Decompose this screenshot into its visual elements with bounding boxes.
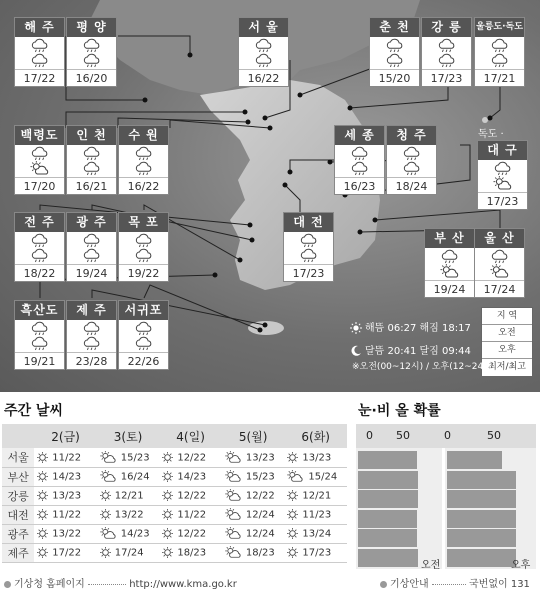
weekly-cell [34,524,97,543]
city-temp: 17/23 [284,264,333,282]
weekly-cell [34,467,97,486]
city-name: 흑산도 [15,301,64,320]
city-name: 수 원 [119,126,168,145]
sunny-icon [161,546,174,559]
time-note: ※오전(00~12시) / 오후(12~24시) [352,362,496,372]
city-icons [478,160,527,192]
city-temp: 16/22 [119,177,168,195]
weekly-cell [222,505,285,524]
sunny-icon [286,489,299,502]
city-name: 서 울 [239,18,288,37]
weekly-temp: 11/23 [302,509,332,521]
footer-right-label: 기상안내 [390,579,429,589]
city-icons [387,145,436,177]
prob-bar-am [358,549,418,567]
weekly-cell [34,448,97,467]
city-temp: 16/21 [67,177,116,195]
sunny-icon [99,489,112,502]
weekly-cell [97,524,160,543]
city-icons [67,37,116,69]
city-name: 춘 천 [370,18,419,37]
city-icons [425,248,474,280]
weekly-temp: 17/22 [52,547,82,559]
weekly-city: 강릉 [2,486,34,505]
partly-cloudy-icon [489,264,511,279]
partly-cloudy-icon [224,508,243,521]
region-legend-temp: 최저/최고 [488,362,526,372]
rain-cloud-icon [81,53,103,68]
sunny-icon [161,527,174,540]
weekly-cell [34,543,97,562]
rain-cloud-icon [298,248,320,263]
city-card [14,300,65,370]
city-temp: 17/24 [475,280,524,298]
weekly-cell [97,448,160,467]
weekly-day-header: 2(금) [34,424,97,448]
weekly-temp: 12/22 [177,528,207,540]
weekly-temp: 15/23 [245,471,275,483]
partly-cloudy-icon [224,489,243,502]
city-icons [370,37,419,69]
bullet-icon [4,581,11,588]
sun-times [350,319,471,334]
table-row [2,467,347,486]
city-icons [475,248,524,280]
city-card [474,17,525,87]
city-icons [67,232,116,264]
weekly-cell [34,486,97,505]
weekly-temp: 13/24 [302,528,332,540]
sunny-icon [36,527,49,540]
city-name: 울 산 [475,229,524,248]
sunny-icon [286,451,299,464]
sunny-icon [36,546,49,559]
rain-cloud-icon [489,38,511,53]
rain-cloud-icon [81,146,103,161]
sunny-icon [36,470,49,483]
city-temp: 15/20 [370,69,419,87]
rain-cloud-icon [29,321,51,336]
dokdo-label: 독도 · [478,129,504,140]
weekly-cell [97,467,160,486]
city-temp: 17/23 [422,69,471,87]
weekly-temp: 16/24 [120,471,150,483]
city-card [424,228,475,298]
weekly-temp: 14/23 [120,528,150,540]
rain-cloud-icon [133,321,155,336]
region-legend-pm: 오후 [482,342,532,359]
weekly-temp: 15/23 [120,452,150,464]
weekly-temp: 17/23 [302,547,332,559]
rain-cloud-icon [133,146,155,161]
rain-cloud-icon [133,336,155,351]
weekly-cell [159,543,222,562]
rain-cloud-icon [29,53,51,68]
city-name: 백령도 [15,126,64,145]
weekly-corner [2,424,34,448]
city-name: 목 포 [119,213,168,232]
rain-cloud-icon [349,146,371,161]
weekly-temp: 13/22 [52,528,82,540]
weekly-temp: 11/22 [52,452,82,464]
rain-cloud-icon [81,248,103,263]
prob-panel-divider [442,448,445,569]
weekly-temp: 12/22 [245,490,275,502]
rain-cloud-icon [436,53,458,68]
weekly-cell [159,524,222,543]
sunny-icon [286,546,299,559]
weekly-cell [159,467,222,486]
rain-cloud-icon [81,161,103,176]
prob-tick-pm-0: 0 [444,429,451,442]
weekly-temp: 18/23 [177,547,207,559]
weekly-forecast-table [2,424,347,563]
city-card [66,300,117,370]
weekly-cell [284,524,347,543]
city-temp: 17/23 [478,192,527,210]
city-temp: 16/20 [67,69,116,87]
table-row [2,448,347,467]
city-card [238,17,289,87]
weekly-temp: 13/23 [52,490,82,502]
city-icons [239,37,288,69]
ulleungdo [482,117,488,123]
prob-bar-am [358,490,418,508]
city-icons [422,37,471,69]
prob-bar-am [358,529,417,547]
rain-cloud-icon [439,249,461,264]
rain-cloud-icon [436,38,458,53]
prob-tick-pm-50: 50 [487,429,501,442]
rain-cloud-icon [29,336,51,351]
weekly-temp: 13/23 [302,452,332,464]
bullet-icon [380,581,387,588]
prob-tick-am-0: 0 [366,429,373,442]
partly-cloudy-icon [99,527,118,540]
weekly-temp: 15/24 [308,471,338,483]
footer-phone: 국번없이 131 [469,579,530,589]
city-card [474,228,525,298]
weekly-cell [222,543,285,562]
rain-cloud-icon [29,248,51,263]
weekly-cell [159,505,222,524]
map-legend [350,305,536,375]
weekly-cell [97,505,160,524]
city-card [118,212,169,282]
sunny-icon [161,489,174,502]
rain-cloud-icon [401,161,423,176]
city-name: 전 주 [15,213,64,232]
rain-cloud-icon [401,146,423,161]
city-icons [335,145,384,177]
weekly-temp: 11/22 [52,509,82,521]
rain-cloud-icon [349,161,371,176]
prob-bar-am [358,451,417,469]
weekly-city: 대전 [2,505,34,524]
city-icons [284,232,333,264]
rain-cloud-icon [298,233,320,248]
sunny-icon [161,508,174,521]
sunny-icon [161,470,174,483]
partly-cloudy-icon [286,470,305,483]
city-temp: 22/26 [119,352,168,370]
prob-label-pm: 오후 [511,560,531,571]
sunny-icon [286,508,299,521]
footer-right [380,575,530,589]
moon-icon [350,345,362,357]
city-temp: 16/22 [239,69,288,87]
weekly-temp: 13/22 [114,509,144,521]
weekly-temp: 12/24 [245,509,275,521]
city-card [118,125,169,195]
weekly-temp: 12/21 [114,490,144,502]
city-name: 부 산 [425,229,474,248]
city-card [66,212,117,282]
city-icons [15,320,64,352]
city-icons [119,232,168,264]
city-temp: 18/22 [15,264,64,282]
city-icons [15,145,64,177]
city-temp: 17/22 [15,69,64,87]
prob-bar-pm [447,529,516,547]
weekly-temp: 12/22 [177,490,207,502]
partly-cloudy-icon [224,470,243,483]
rain-cloud-icon [253,38,275,53]
rain-cloud-icon [133,233,155,248]
rain-cloud-icon [489,249,511,264]
weekly-cell [284,505,347,524]
footer-dots-right [432,584,466,585]
rain-cloud-icon [384,38,406,53]
city-card [334,125,385,195]
weekly-city: 제주 [2,543,34,562]
prob-tick-am-50: 50 [396,429,410,442]
weekly-cell [97,543,160,562]
weekly-cell [222,448,285,467]
city-card [66,125,117,195]
city-icons [15,37,64,69]
rain-cloud-icon [29,146,51,161]
partly-cloudy-icon [99,451,118,464]
city-name: 광 주 [67,213,116,232]
city-name: 대 전 [284,213,333,232]
region-legend-header: 지 역 [482,308,532,325]
city-card [66,17,117,87]
rain-cloud-icon [133,248,155,263]
weekly-city: 부산 [2,467,34,486]
weekly-city: 광주 [2,524,34,543]
city-card [477,140,528,210]
city-icons [475,37,524,69]
weekly-cell [284,448,347,467]
prob-bar-pm [447,510,516,528]
city-name: 해 주 [15,18,64,37]
table-row [2,524,347,543]
city-icons [67,145,116,177]
sun-icon [350,322,362,334]
city-icons [15,232,64,264]
rain-cloud-icon [81,233,103,248]
weekly-city: 서울 [2,448,34,467]
city-card [369,17,420,87]
partly-cloudy-icon [224,546,243,559]
sunny-icon [286,527,299,540]
prob-bar-pm [447,549,516,567]
city-icons [67,320,116,352]
city-name: 서귀포 [119,301,168,320]
weekly-day-header: 4(일) [159,424,222,448]
prob-label-am: 오전 [421,560,441,571]
sunrise-text: 해뜸 06:27 해짐 18:17 [365,323,471,334]
rain-cloud-icon [81,336,103,351]
sunny-icon [36,451,49,464]
rain-cloud-icon [29,233,51,248]
weekly-cell [159,448,222,467]
sunny-icon [36,508,49,521]
prob-bar-am [358,510,417,528]
city-card [14,125,65,195]
weekly-temp: 14/23 [177,471,207,483]
city-name: 대 구 [478,141,527,160]
prob-axis [356,424,536,448]
weekly-cell [97,486,160,505]
weekly-cell [159,486,222,505]
weekly-cell [222,524,285,543]
rain-cloud-icon [384,53,406,68]
city-name: 강 릉 [422,18,471,37]
city-card [283,212,334,282]
sunny-icon [99,546,112,559]
rain-cloud-icon [253,53,275,68]
city-name: 인 천 [67,126,116,145]
weekly-temp: 14/23 [52,471,82,483]
region-legend-am: 오전 [482,325,532,342]
rain-cloud-icon [489,53,511,68]
precip-prob-chart [356,424,536,569]
city-temp: 19/22 [119,264,168,282]
city-card [421,17,472,87]
footer-left [4,575,237,589]
city-icons [119,145,168,177]
weekly-temp: 11/22 [177,509,207,521]
partly-cloudy-icon [224,451,243,464]
city-name: 울릉도·독도 [475,18,524,37]
table-row [2,486,347,505]
weekly-cell [34,505,97,524]
city-name: 평 양 [67,18,116,37]
weekly-day-header: 5(월) [222,424,285,448]
city-temp: 17/21 [475,69,524,87]
city-temp: 19/24 [425,280,474,298]
moon-times [350,342,471,357]
weekly-cell [284,467,347,486]
prob-bar-pm [447,471,516,489]
weekly-day-header: 3(토) [97,424,160,448]
sunny-icon [161,451,174,464]
city-card [14,212,65,282]
city-name: 세 종 [335,126,384,145]
weekly-header-row [2,424,347,448]
partly-cloudy-icon [224,527,243,540]
footer-dots-left [88,584,126,585]
partly-cloudy-icon [29,161,51,176]
prob-bar-pm [447,490,516,508]
city-name: 청 주 [387,126,436,145]
moonrise-text: 달뜸 20:41 달짐 09:44 [365,346,471,357]
city-card [14,17,65,87]
weekly-cell [222,467,285,486]
city-temp: 19/24 [67,264,116,282]
weekly-temp: 12/24 [245,528,275,540]
prob-bar-pm [447,451,502,469]
city-temp: 19/21 [15,352,64,370]
partly-cloudy-icon [492,176,514,191]
city-temp: 16/23 [335,177,384,195]
weekly-cell [222,486,285,505]
city-card [386,125,437,195]
city-card [118,300,169,370]
table-row [2,543,347,562]
weekly-cell [284,543,347,562]
weekly-temp: 18/23 [245,547,275,559]
weekly-day-header: 6(화) [284,424,347,448]
table-row [2,505,347,524]
sunny-icon [36,489,49,502]
weekly-title: 주간 날씨 [4,403,63,419]
city-temp: 17/20 [15,177,64,195]
rain-cloud-icon [81,321,103,336]
weekly-temp: 12/22 [177,452,207,464]
rain-cloud-icon [492,161,514,176]
footer-left-label: 기상청 홈페이지 [14,579,85,589]
precip-prob-title: 눈·비 올 확률 [358,403,441,419]
weekly-temp: 17/24 [114,547,144,559]
partly-cloudy-icon [99,470,118,483]
weekly-temp: 12/21 [302,490,332,502]
city-icons [119,320,168,352]
partly-cloudy-icon [439,264,461,279]
sunny-icon [99,508,112,521]
rain-cloud-icon [29,38,51,53]
city-name: 제 주 [67,301,116,320]
kma-homepage-link[interactable]: http://www.kma.go.kr [129,579,237,589]
rain-cloud-icon [133,161,155,176]
prob-bar-am [358,471,418,489]
city-temp: 23/28 [67,352,116,370]
city-temp: 18/24 [387,177,436,195]
weekly-cell [284,486,347,505]
weekly-temp: 13/23 [245,452,275,464]
rain-cloud-icon [81,38,103,53]
